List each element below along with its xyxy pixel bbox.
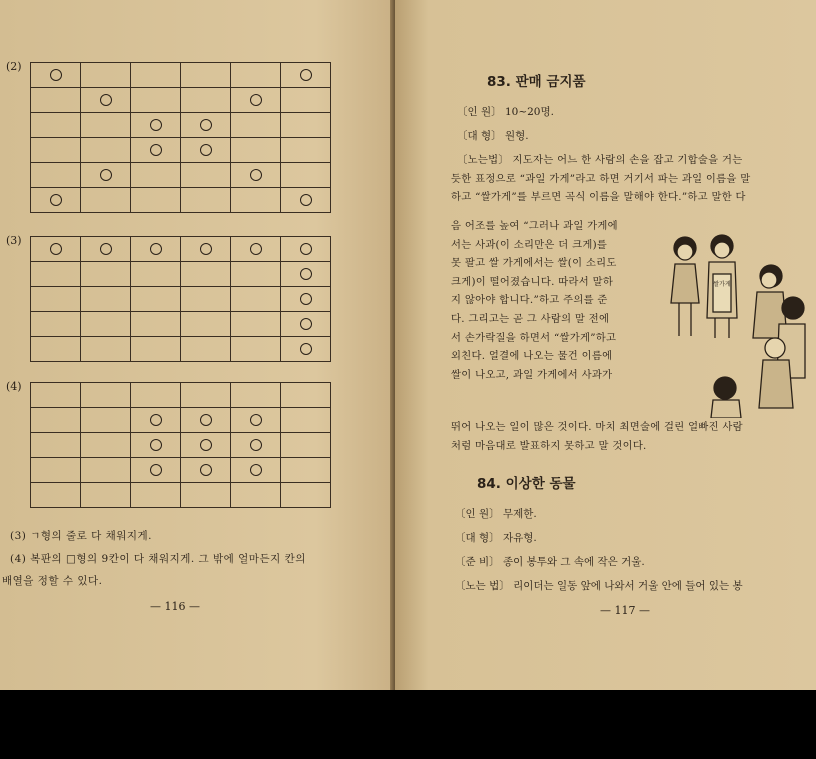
grid-row bbox=[31, 188, 331, 213]
grid-row bbox=[31, 262, 331, 287]
note-line: 배열을 정할 수 있다. bbox=[2, 575, 103, 587]
grid-cell bbox=[31, 163, 81, 188]
body-line: 처럼 마음대로 발표하지 못하고 말 것이다. bbox=[451, 439, 647, 452]
grid-cell bbox=[31, 63, 81, 88]
circle-mark-icon bbox=[300, 69, 312, 81]
children-illustration bbox=[667, 228, 807, 418]
grid-row bbox=[31, 458, 331, 483]
grid-cell bbox=[81, 408, 131, 433]
grid-cell bbox=[281, 262, 331, 287]
grid-cell bbox=[131, 163, 181, 188]
section-84-formation: 〔대 형〕 자유형. bbox=[455, 532, 537, 544]
circle-mark-icon bbox=[200, 243, 212, 255]
grid-cell bbox=[131, 408, 181, 433]
circle-mark-icon bbox=[300, 343, 312, 355]
grid-row bbox=[31, 312, 331, 337]
circle-mark-icon bbox=[150, 243, 162, 255]
circle-mark-icon bbox=[100, 94, 112, 106]
grid-cell bbox=[281, 312, 331, 337]
grid-cell bbox=[231, 113, 281, 138]
grid-cell bbox=[281, 458, 331, 483]
grid-cell bbox=[131, 458, 181, 483]
circle-mark-icon bbox=[250, 439, 262, 451]
grid-cell bbox=[131, 433, 181, 458]
grid-label-4: (4) bbox=[6, 380, 22, 393]
circle-mark-icon bbox=[50, 194, 62, 206]
grid-cell bbox=[81, 287, 131, 312]
grid-cell bbox=[81, 237, 131, 262]
grid-cell bbox=[231, 287, 281, 312]
left-page bbox=[0, 0, 395, 690]
grid-cell bbox=[181, 63, 231, 88]
grid-cell bbox=[281, 188, 331, 213]
grid-cell bbox=[31, 138, 81, 163]
circle-mark-icon bbox=[200, 144, 212, 156]
grid-cell bbox=[81, 383, 131, 408]
grid-cell bbox=[81, 138, 131, 163]
grid-cell bbox=[81, 458, 131, 483]
grid-cell bbox=[231, 237, 281, 262]
grid-cell bbox=[231, 408, 281, 433]
grid-cell bbox=[281, 237, 331, 262]
circle-mark-icon bbox=[300, 194, 312, 206]
circle-mark-icon bbox=[250, 243, 262, 255]
grid-cell bbox=[81, 433, 131, 458]
grid-cell bbox=[231, 337, 281, 362]
grid-cell bbox=[231, 458, 281, 483]
grid-cell bbox=[281, 138, 331, 163]
grid-cell bbox=[81, 88, 131, 113]
grid-row bbox=[31, 433, 331, 458]
grid-row bbox=[31, 337, 331, 362]
grid-cell bbox=[181, 113, 231, 138]
grid-cell bbox=[181, 312, 231, 337]
grid-cell bbox=[81, 312, 131, 337]
grid-cell bbox=[181, 88, 231, 113]
grid-cell bbox=[31, 287, 81, 312]
circle-mark-icon bbox=[300, 243, 312, 255]
circle-mark-icon bbox=[200, 119, 212, 131]
grid-cell bbox=[181, 433, 231, 458]
grid-pattern-4 bbox=[30, 382, 331, 508]
circle-mark-icon bbox=[250, 414, 262, 426]
grid-row bbox=[31, 88, 331, 113]
sign-text: 쌀가게 bbox=[713, 281, 731, 288]
grid-cell bbox=[81, 63, 131, 88]
grid-cell bbox=[31, 383, 81, 408]
grid-cell bbox=[131, 337, 181, 362]
grid-cell bbox=[131, 483, 181, 508]
grid-cell bbox=[281, 113, 331, 138]
grid-cell bbox=[81, 188, 131, 213]
grid-row bbox=[31, 237, 331, 262]
circle-mark-icon bbox=[150, 119, 162, 131]
circle-mark-icon bbox=[100, 243, 112, 255]
grid-cell bbox=[281, 383, 331, 408]
grid-cell bbox=[31, 312, 81, 337]
grid-cell bbox=[131, 138, 181, 163]
grid-pattern-2 bbox=[30, 62, 331, 213]
grid-cell bbox=[181, 287, 231, 312]
grid-pattern-3 bbox=[30, 236, 331, 362]
body-line: 크게)이 떨어졌습니다. 따라서 말하 bbox=[451, 275, 614, 288]
grid-cell bbox=[181, 237, 231, 262]
grid-cell bbox=[131, 88, 181, 113]
body-line: 하고 “쌀가게”를 부르면 곡식 이름을 말해야 한다.”하고 말한 다 bbox=[451, 191, 746, 204]
page-number: — 116 — bbox=[150, 600, 200, 613]
grid-cell bbox=[31, 88, 81, 113]
grid-cell bbox=[81, 113, 131, 138]
section-84-title: 84. 이상한 동물 bbox=[477, 476, 576, 492]
grid-cell bbox=[281, 483, 331, 508]
section-83-body-bottom bbox=[451, 418, 811, 455]
body-line: 외친다. 얼결에 나오는 물건 이름에 bbox=[451, 350, 613, 363]
circle-mark-icon bbox=[200, 439, 212, 451]
grid-row bbox=[31, 113, 331, 138]
circle-mark-icon bbox=[150, 144, 162, 156]
grid-cell bbox=[81, 483, 131, 508]
body-line: 듯한 표정으로 “과일 가게”라고 하면 거기서 파는 과일 이름을 말 bbox=[451, 172, 751, 185]
grid-cell bbox=[231, 88, 281, 113]
body-line: 서는 사과(이 소리만은 더 크게)를 bbox=[451, 238, 608, 251]
grid-cell bbox=[31, 188, 81, 213]
grid-cell bbox=[131, 383, 181, 408]
grid-cell bbox=[31, 433, 81, 458]
grid-cell bbox=[281, 163, 331, 188]
grid-cell bbox=[31, 237, 81, 262]
section-84-people: 〔인 원〕 무제한. bbox=[455, 508, 537, 520]
grid-cell bbox=[131, 312, 181, 337]
grid-row bbox=[31, 483, 331, 508]
grid-cell bbox=[31, 483, 81, 508]
grid-cell bbox=[231, 483, 281, 508]
grid-cell bbox=[81, 262, 131, 287]
circle-mark-icon bbox=[100, 169, 112, 181]
grid-cell bbox=[281, 63, 331, 88]
grid-cell bbox=[181, 408, 231, 433]
grid-label-3: (3) bbox=[6, 234, 22, 247]
section-83-formation: 〔대 형〕 원형. bbox=[457, 130, 529, 142]
grid-row bbox=[31, 63, 331, 88]
grid-cell bbox=[231, 433, 281, 458]
circle-mark-icon bbox=[200, 464, 212, 476]
body-line: 음 어조를 높여 “그러나 과일 가게에 bbox=[451, 220, 618, 232]
section-83-title: 83. 판매 금지품 bbox=[487, 74, 586, 90]
body-line: 지 않아야 합니다.”하고 주의를 준 bbox=[451, 294, 608, 307]
grid-cell bbox=[181, 337, 231, 362]
circle-mark-icon bbox=[250, 169, 262, 181]
body-line: 쌀이 나오고, 과일 가게에서 사과가 bbox=[451, 368, 613, 381]
grid-cell bbox=[231, 63, 281, 88]
grid-cell bbox=[31, 337, 81, 362]
grid-row bbox=[31, 138, 331, 163]
circle-mark-icon bbox=[250, 464, 262, 476]
grid-cell bbox=[81, 163, 131, 188]
grid-cell bbox=[31, 458, 81, 483]
grid-label-2: (2) bbox=[6, 60, 22, 73]
circle-mark-icon bbox=[200, 414, 212, 426]
circle-mark-icon bbox=[300, 268, 312, 280]
grid-row bbox=[31, 287, 331, 312]
grid-cell bbox=[181, 262, 231, 287]
page-number: — 117 — bbox=[600, 604, 650, 617]
section-83-body-wrap bbox=[451, 217, 661, 384]
grid-cell bbox=[181, 383, 231, 408]
body-line: 서 손가락질을 하면서 “쌀가게”하고 bbox=[451, 331, 617, 344]
grid-cell bbox=[181, 458, 231, 483]
circle-mark-icon bbox=[300, 318, 312, 330]
grid-cell bbox=[131, 63, 181, 88]
section-84-preparation: 〔준 비〕 종이 봉투와 그 속에 작은 거울. bbox=[455, 556, 645, 568]
grid-cell bbox=[181, 188, 231, 213]
grid-cell bbox=[131, 188, 181, 213]
grid-cell bbox=[231, 262, 281, 287]
section-83-people: 〔인 원〕 10~20명. bbox=[457, 106, 554, 118]
circle-mark-icon bbox=[150, 439, 162, 451]
grid-cell bbox=[231, 138, 281, 163]
body-line: 못 팔고 쌀 가게에서는 쌀(이 소리도 bbox=[451, 257, 617, 270]
circle-mark-icon bbox=[250, 94, 262, 106]
body-line: 〔노는법〕 지도자는 어느 한 사람의 손을 잡고 기합술을 거는 bbox=[457, 154, 743, 166]
note-line: (3) ㄱ형의 줄로 다 채워지게. bbox=[10, 530, 152, 542]
grid-cell bbox=[181, 483, 231, 508]
circle-mark-icon bbox=[50, 69, 62, 81]
grid-cell bbox=[31, 262, 81, 287]
grid-cell bbox=[31, 113, 81, 138]
note-line: (4) 복판의 □형의 9칸이 다 채워지게. 그 밖에 얼마든지 칸의 bbox=[10, 553, 306, 565]
grid-cell bbox=[131, 287, 181, 312]
grid-row bbox=[31, 163, 331, 188]
section-84-how-to-play: 〔노는 법〕 리이더는 일동 앞에 나와서 거울 안에 들어 있는 봉 bbox=[455, 580, 743, 592]
grid-cell bbox=[281, 337, 331, 362]
grid-cell bbox=[281, 287, 331, 312]
grid-cell bbox=[231, 163, 281, 188]
body-line: 다. 그리고는 곧 그 사람의 말 전에 bbox=[451, 312, 610, 325]
body-line: 뛰어 나오는 일이 많은 것이다. 마치 최면술에 걸린 얼빠진 사람 bbox=[451, 421, 743, 433]
grid-cell bbox=[281, 433, 331, 458]
grid-row bbox=[31, 383, 331, 408]
grid-cell bbox=[281, 408, 331, 433]
grid-cell bbox=[231, 383, 281, 408]
grid-cell bbox=[231, 312, 281, 337]
grid-cell bbox=[31, 408, 81, 433]
grid-cell bbox=[81, 337, 131, 362]
circle-mark-icon bbox=[300, 293, 312, 305]
grid-cell bbox=[131, 237, 181, 262]
grid-cell bbox=[281, 88, 331, 113]
circle-mark-icon bbox=[150, 464, 162, 476]
section-83-body-top bbox=[451, 151, 816, 207]
circle-mark-icon bbox=[50, 243, 62, 255]
grid-cell bbox=[181, 163, 231, 188]
grid-cell bbox=[131, 262, 181, 287]
circle-mark-icon bbox=[150, 414, 162, 426]
grid-row bbox=[31, 408, 331, 433]
grid-cell bbox=[131, 113, 181, 138]
grid-cell bbox=[181, 138, 231, 163]
grid-cell bbox=[231, 188, 281, 213]
